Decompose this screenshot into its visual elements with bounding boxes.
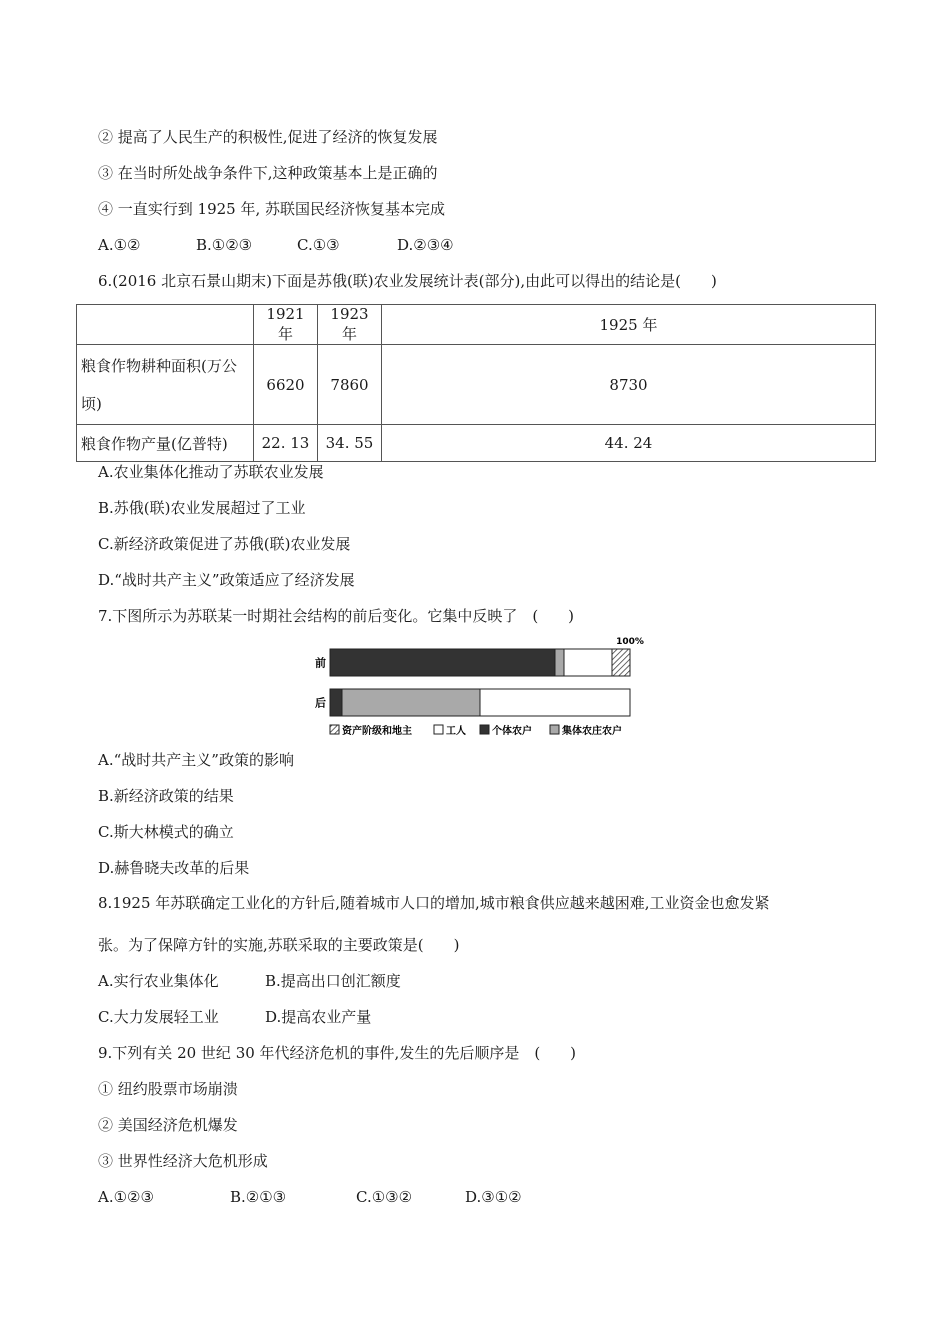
q8-stem-line-2: 张。为了保障方针的实施,苏联采取的主要政策是( ) <box>98 936 460 954</box>
q6-stem: 6.(2016 北京石景山期末)下面是苏俄(联)农业发展统计表(部分),由此可以得出的结论是( ) <box>98 272 717 290</box>
bar-category-label: 后 <box>315 696 326 710</box>
legend-swatch <box>550 725 559 734</box>
table-cell: 6620 <box>254 345 318 425</box>
table-header-cell: 1921 年 <box>254 305 318 345</box>
q5-option-a[interactable]: A.①② <box>98 236 141 254</box>
q9-option-a[interactable]: A.①②③ <box>98 1188 154 1206</box>
table-cell: 34. 55 <box>318 425 382 462</box>
legend-label: 个体农户 <box>492 726 532 737</box>
table-header-row <box>77 305 876 345</box>
table-row-label: 粮食作物产量(亿普特) <box>77 425 254 462</box>
table-row-label: 粮食作物耕种面积(万公顷) <box>77 345 254 425</box>
bar-segment <box>342 689 480 716</box>
bar-segment <box>330 689 342 716</box>
q5-options <box>98 235 454 255</box>
bar-segment <box>564 649 612 676</box>
q9-option-d[interactable]: D.③①② <box>465 1188 522 1206</box>
q8-stem-line-1: 8.1925 年苏联确定工业化的方针后,随着城市人口的增加,城市粮食供应越来越困难,工业资金也愈发紧 <box>98 894 770 912</box>
bar-category-label: 前 <box>315 656 326 670</box>
bar-segment <box>330 649 555 676</box>
axis-max-label: 100% <box>616 637 644 647</box>
q5-option-c[interactable]: C.①③ <box>297 236 340 254</box>
social-structure-chart <box>300 632 650 742</box>
q9-option-b[interactable]: B.②①③ <box>230 1188 287 1206</box>
q8-option-d[interactable]: D.提高农业产量 <box>265 1008 372 1026</box>
q8-option-c[interactable]: C.大力发展轻工业 <box>98 1008 219 1026</box>
q9-stem: 9.下列有关 20 世纪 30 年代经济危机的事件,发生的先后顺序是 ( ) <box>98 1044 577 1062</box>
q8-option-a[interactable]: A.实行农业集体化 <box>98 972 219 990</box>
table-cell: 7860 <box>318 345 382 425</box>
legend-swatch <box>480 725 489 734</box>
q8-option-b[interactable]: B.提高出口创汇额度 <box>265 972 401 990</box>
q7-option-a[interactable]: A.“战时共产主义”政策的影响 <box>98 751 294 769</box>
q6-option-a[interactable]: A.农业集体化推动了苏联农业发展 <box>98 463 324 481</box>
table-header-cell: 1923 年 <box>318 305 382 345</box>
q6-option-d[interactable]: D.“战时共产主义”政策适应了经济发展 <box>98 571 355 589</box>
bar-segment <box>555 649 564 676</box>
q8-options-row-2 <box>98 1007 371 1027</box>
table-row <box>77 345 876 425</box>
option-line-3: ③ 在当时所处战争条件下,这种政策基本上是正确的 <box>98 164 438 182</box>
q7-option-c[interactable]: C.斯大林模式的确立 <box>98 823 234 841</box>
table-cell: 8730 <box>382 345 876 425</box>
q9-event-3: ③ 世界性经济大危机形成 <box>98 1152 268 1170</box>
q5-option-d[interactable]: D.②③④ <box>397 236 454 254</box>
q6-option-c[interactable]: C.新经济政策促进了苏俄(联)农业发展 <box>98 535 351 553</box>
option-line-2: ② 提高了人民生产的积极性,促进了经济的恢复发展 <box>98 128 438 146</box>
legend-label: 集体农庄农户 <box>562 726 622 737</box>
table-row <box>77 425 876 462</box>
legend-swatch <box>330 725 339 734</box>
bar-segment <box>480 689 630 716</box>
social-structure-chart-svg <box>300 632 650 742</box>
option-line-4: ④ 一直实行到 1925 年, 苏联国民经济恢复基本完成 <box>98 200 446 218</box>
q5-option-b[interactable]: B.①②③ <box>196 236 253 254</box>
legend-label: 工人 <box>446 726 466 737</box>
table-cell: 22. 13 <box>254 425 318 462</box>
q8-options-row-1 <box>98 971 401 991</box>
table-cell: 44. 24 <box>382 425 876 462</box>
legend-label: 资产阶级和地主 <box>342 726 412 737</box>
q9-event-1: ① 纽约股票市场崩溃 <box>98 1080 238 1098</box>
table-header-cell: 1925 年 <box>382 305 876 345</box>
q7-option-b[interactable]: B.新经济政策的结果 <box>98 787 234 805</box>
table-header-cell <box>77 305 254 345</box>
q9-options <box>98 1187 522 1207</box>
legend-swatch <box>434 725 443 734</box>
q9-event-2: ② 美国经济危机爆发 <box>98 1116 238 1134</box>
bar-segment <box>612 649 630 676</box>
q7-option-d[interactable]: D.赫鲁晓夫改革的后果 <box>98 859 250 877</box>
agriculture-stats-table <box>76 304 876 462</box>
q6-option-b[interactable]: B.苏俄(联)农业发展超过了工业 <box>98 499 306 517</box>
q9-option-c[interactable]: C.①③② <box>356 1188 413 1206</box>
q7-stem: 7.下图所示为苏联某一时期社会结构的前后变化。它集中反映了 ( ) <box>98 607 575 625</box>
